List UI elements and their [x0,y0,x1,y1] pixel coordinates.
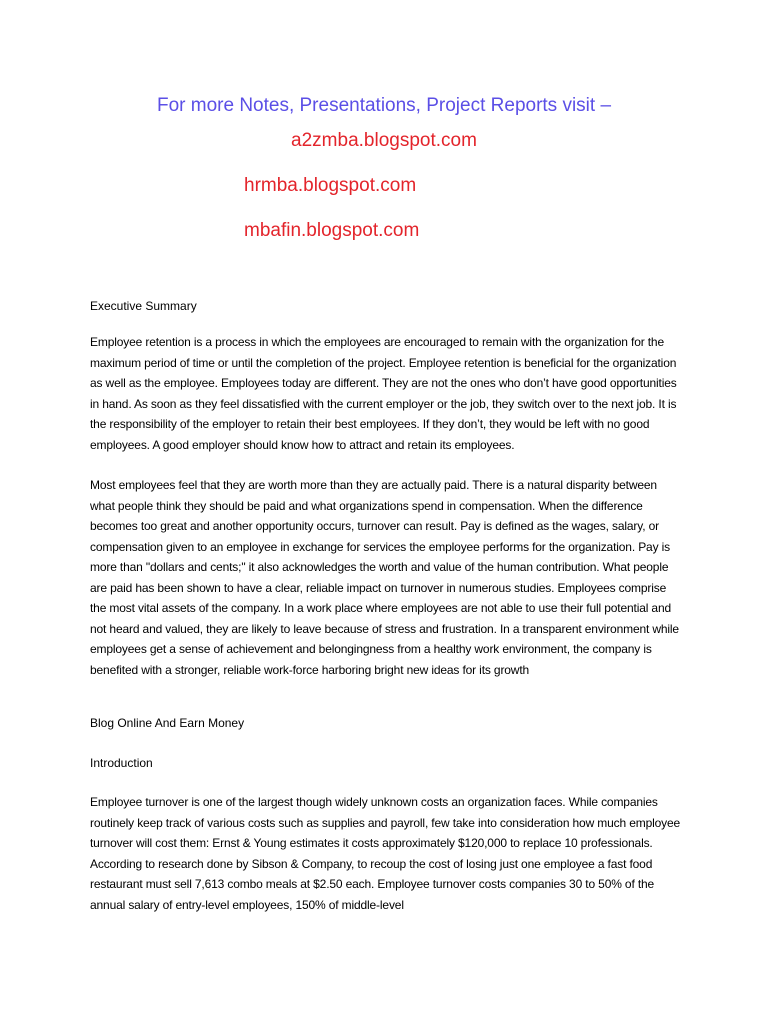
paragraph-retention: Employee retention is a process in which the employees are encouraged to remain with the organization for the maximum period of time or until the completion of the project. Employee retention is beneficial for the organization as well as the employee. Employees today are different. They are not the ones who don’t have good opportunities in hand. As soon as they feel dissatisfied with the current employer or the job, they switch over to the next job. It is the responsibility of the employer to retain their best employees. If they don’t, they would be left with no good employees. A good employer should know how to attract and retain its employees. [90,335,677,452]
executive-summary-heading: Executive Summary [90,299,197,313]
promo-link-a2zmba[interactable]: a2zmba.blogspot.com [291,130,477,151]
paragraph-pay: Most employees feel that they are worth more than they are actually paid. There is a natural disparity between what people think they should be paid and what organizations spend in compensation. When the difference becomes too great and another opportunity occurs, turnover can result. Pay is defined as the wages, salary, or compensation given to an employee in exchange for services the employee performs for the organization. Pay is more than "dollars and cents;" it also acknowledges the worth and value of the human contribution. What people are paid has been shown to have a clear, reliable impact on turnover in numerous studies. Employees comprise the most vital assets of the company. In a work place where employees are not able to use their full potential and not heard and valued, they are likely to leave because of stress and frustration. In a transparent environment while employees get a sense of achievement and belongingness from a healthy work environment, the company is benefited with a stronger, reliable work-force harboring bright new ideas for its growth [90,478,679,677]
blog-online-line: Blog Online And Earn Money [90,716,245,730]
promo-link-mbafin[interactable]: mbafin.blogspot.com [244,220,420,241]
introduction-heading: Introduction [90,756,153,770]
promo-link-hrmba[interactable]: hrmba.blogspot.com [244,175,417,196]
promo-heading: For more Notes, Presentations, Project Reports visit – [156,95,612,116]
paragraph-turnover: Employee turnover is one of the largest though widely unknown costs an organization faces. While companies routinely keep track of various costs such as supplies and payroll, few take into consideration how much employee turnover will cost them: Ernst & Young estimates it costs approximately $120,000 to replace 10 professionals. According to research done by Sibson & Company, to recoup the cost of losing just one employee a fast food restaurant must sell 7,613 combo meals at $2.50 each. Employee turnover costs companies 30 to 50% of the annual salary of entry-level employees, 150% of middle-level [90,795,681,912]
